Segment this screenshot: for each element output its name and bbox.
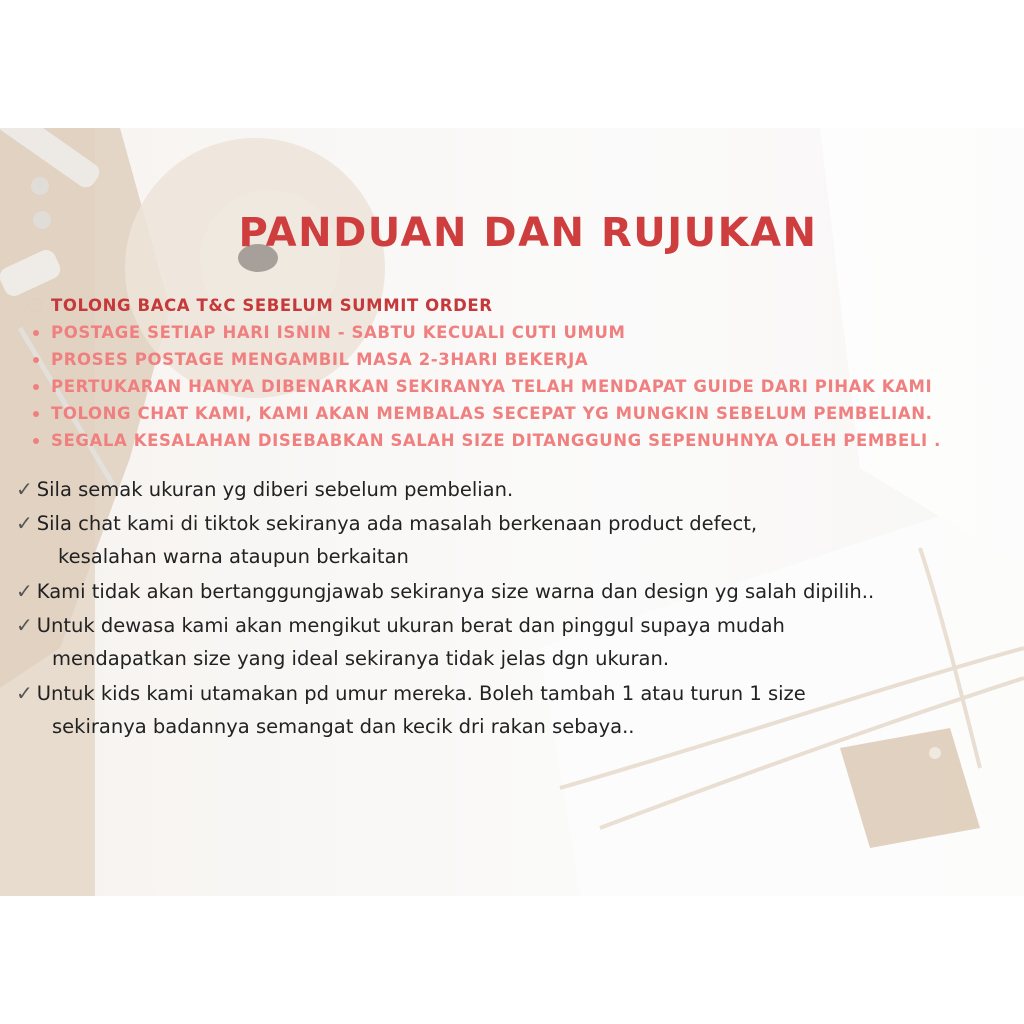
bullet-dot-icon: [33, 411, 39, 417]
guide-banner: [0, 128, 1024, 896]
check-text-continued: sekiranya badannya semangat dan kecik dri rakan sebaya..: [52, 715, 635, 738]
check-text: Untuk dewasa kami akan mengikut ukuran berat dan pinggul supaya mudah: [36, 614, 785, 637]
page-title: PANDUAN DAN RUJUKAN: [238, 210, 818, 256]
bullet-dot-icon: [33, 438, 39, 444]
check-icon: ✓: [16, 613, 33, 637]
check-item: [16, 574, 874, 608]
rule-item: [32, 319, 941, 346]
check-text: Untuk kids kami utamakan pd umur mereka. Boleh tambah 1 atau turun 1 size: [36, 682, 806, 705]
check-icon: ✓: [16, 681, 33, 705]
rule-text: SEGALA KESALAHAN DISEBABKAN SALAH SIZE DITANGGUNG SEPENUHNYA OLEH PEMBELI .: [51, 431, 941, 450]
check-text-continued: mendapatkan size yang ideal sekiranya tidak jelas dgn ukuran.: [52, 647, 670, 670]
check-text-continued: kesalahan warna ataupun berkaitan: [58, 545, 409, 568]
rule-item: [32, 400, 941, 427]
bullet-dot-icon: [33, 330, 39, 336]
rules-list: [32, 292, 941, 454]
check-item: [16, 676, 874, 744]
check-icon: ✓: [16, 579, 33, 603]
check-item: [16, 506, 874, 574]
bullet-dot-icon: [33, 357, 39, 363]
check-text: Sila semak ukuran yg diberi sebelum pembelian.: [36, 478, 514, 501]
rule-item: [32, 292, 941, 319]
rule-item: [32, 427, 941, 454]
checklist: [16, 472, 874, 744]
rule-item: [32, 346, 941, 373]
bullet-dot-icon: [33, 384, 39, 390]
rule-text: POSTAGE SETIAP HARI ISNIN - SABTU KECUALI CUTI UMUM: [51, 323, 626, 342]
rule-text: TOLONG CHAT KAMI, KAMI AKAN MEMBALAS SECEPAT YG MUNGKIN SEBELUM PEMBELIAN.: [51, 404, 933, 423]
check-text: Kami tidak akan bertanggungjawab sekiranya size warna dan design yg salah dipilih..: [36, 580, 875, 603]
check-item: [16, 472, 874, 506]
check-icon: ✓: [16, 477, 33, 501]
check-text: Sila chat kami di tiktok sekiranya ada masalah berkenaan product defect,: [36, 512, 758, 535]
rule-text: TOLONG BACA T&C SEBELUM SUMMIT ORDER: [51, 296, 493, 315]
rule-text: PERTUKARAN HANYA DIBENARKAN SEKIRANYA TELAH MENDAPAT GUIDE DARI PIHAK KAMI: [51, 377, 933, 396]
check-icon: ✓: [16, 511, 33, 535]
rule-item: [32, 373, 941, 400]
check-item: [16, 608, 874, 676]
bullet-dot-icon: [28, 298, 42, 312]
rule-text: PROSES POSTAGE MENGAMBIL MASA 2-3HARI BEKERJA: [51, 350, 589, 369]
